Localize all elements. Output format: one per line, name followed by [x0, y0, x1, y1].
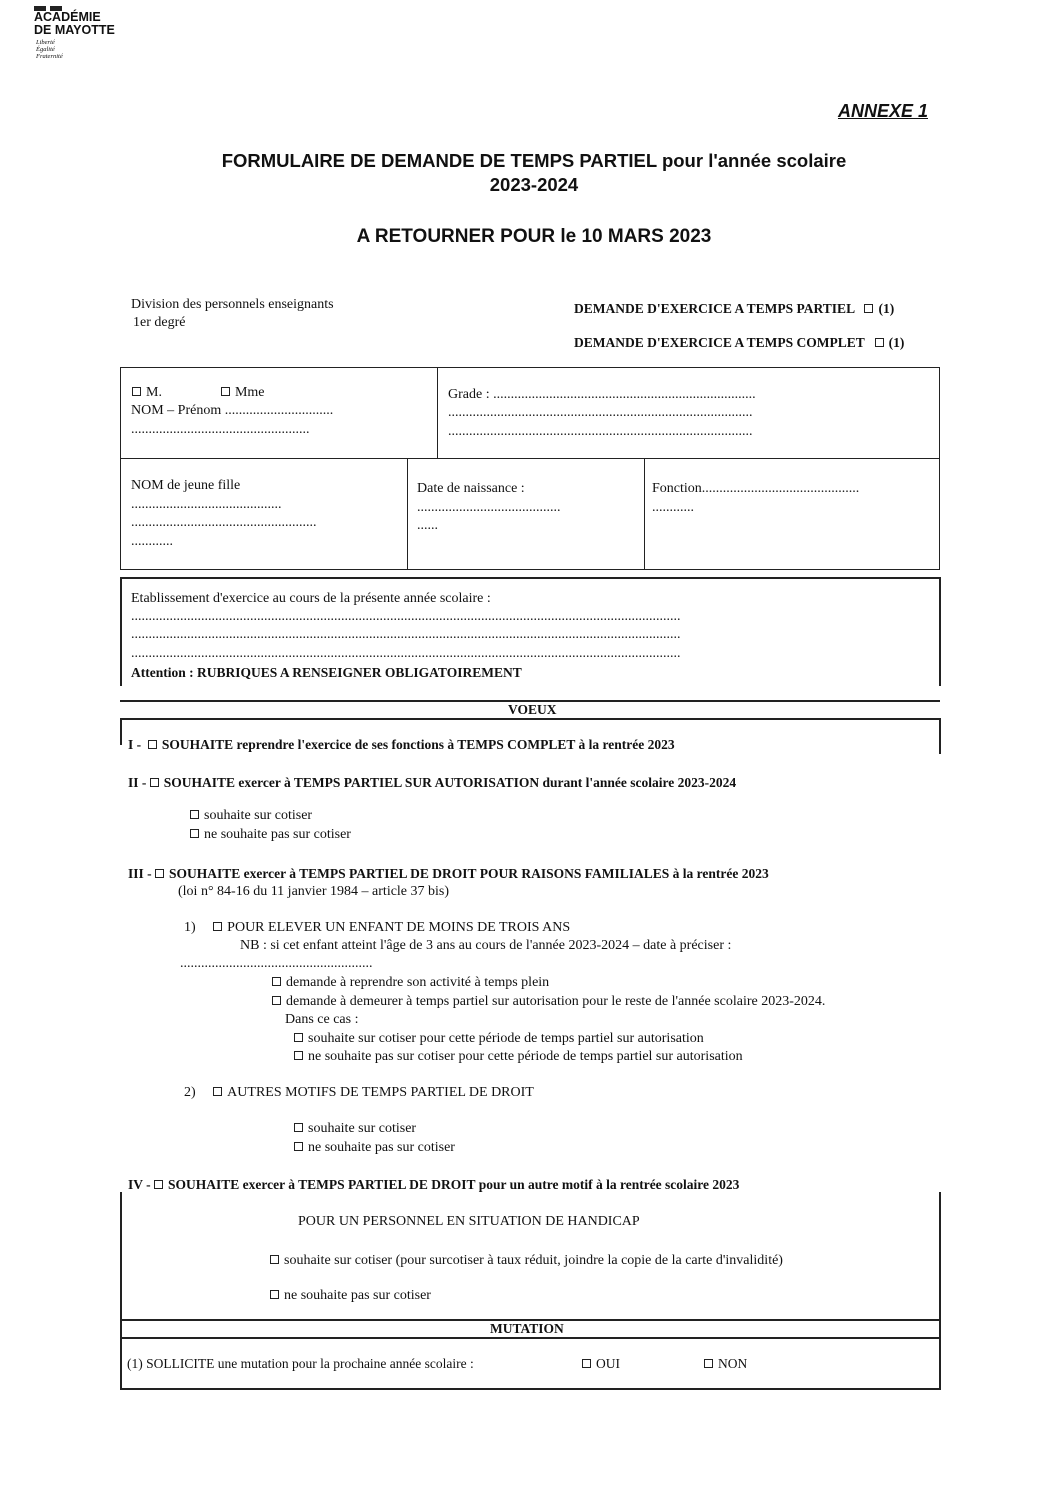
mutation-oui-checkbox[interactable]	[582, 1359, 591, 1368]
section-4-handicap: POUR UN PERSONNEL EN SITUATION DE HANDICAP	[298, 1214, 640, 1229]
m-checkbox[interactable]	[132, 387, 141, 396]
mutation-non-label: NON	[718, 1356, 748, 1371]
section-4-text: SOUHAITE exercer à TEMPS PARTIEL DE DROIT pour un autre motif à la rentrée scolaire 2023	[168, 1177, 740, 1192]
mutation-heading: MUTATION	[490, 1321, 564, 1336]
request-full-label: DEMANDE D'EXERCICE A TEMPS COMPLET	[574, 335, 865, 350]
section-4-choice-2	[270, 1288, 431, 1304]
choice-2-label: demande à demeurer à temps partiel sur autorisation pour le reste de l'année scolaire 2023-2024.	[286, 994, 826, 1009]
nom-prenom-dots[interactable]: ...................................................	[131, 422, 310, 437]
mutation-oui-label: OUI	[596, 1356, 620, 1371]
point-1-text: POUR ELEVER UN ENFANT DE MOINS DE TROIS ANS	[227, 920, 571, 935]
section-2-number: II -	[128, 775, 147, 790]
section-2-text: SOUHAITE exercer à TEMPS PARTIEL SUR AUTORISATION durant l'année scolaire 2023-2024	[163, 775, 737, 790]
motto-liberte: Liberté	[36, 39, 55, 46]
section-4-choice-2-checkbox[interactable]	[270, 1290, 279, 1299]
grade-field[interactable]: Grade : ...........................................................................	[448, 387, 756, 402]
section-3-choice-6	[294, 1140, 455, 1156]
establishment-dots-1[interactable]: .............................................................................................................................................................	[131, 609, 681, 624]
establishment-dots-2[interactable]: .............................................................................................................................................................	[131, 627, 681, 642]
section-3-number: III -	[128, 866, 152, 881]
function-field[interactable]: Fonction.............................................	[652, 481, 860, 496]
section-4-choice-1-label: souhaite sur cotiser (pour surcotiser à taux réduit, joindre la copie de la carte d'invalidité)	[284, 1253, 783, 1268]
maiden-dots-3[interactable]: ............	[131, 534, 173, 549]
section-4-left-border	[120, 1192, 122, 1390]
maiden-dots-2[interactable]: .....................................................	[131, 515, 317, 530]
choice-1-checkbox[interactable]	[272, 977, 281, 986]
choice-4-label: ne souhaite pas sur cotiser pour cette période de temps partiel sur autorisation	[308, 1049, 743, 1064]
section-1-number: I -	[128, 737, 142, 752]
mutation-non-checkbox[interactable]	[704, 1359, 713, 1368]
section-2	[128, 775, 736, 791]
section-4-number: IV -	[128, 1177, 151, 1192]
section-3-point-2	[184, 1085, 534, 1101]
section-2-opt2-label: ne souhaite pas sur cotiser	[204, 827, 351, 842]
division-line2: 1er degré	[133, 315, 186, 330]
section-3-choice-3	[294, 1031, 704, 1047]
mutation-bottom-border	[120, 1337, 940, 1339]
choice-6-checkbox[interactable]	[294, 1142, 303, 1151]
section-3-nb: NB : si cet enfant atteint l'âge de 3 ans au cours de l'année 2023-2024 – date à préciser :	[240, 938, 732, 953]
section-3	[128, 866, 769, 882]
mutation-non	[704, 1356, 747, 1372]
section-2-option-2	[190, 827, 351, 843]
section-4-right-border	[939, 1192, 941, 1390]
establishment-left-border	[120, 577, 122, 686]
section-2-opt2-checkbox[interactable]	[190, 829, 199, 838]
section-2-opt1-checkbox[interactable]	[190, 810, 199, 819]
logo-line2: DE MAYOTTE	[34, 23, 115, 37]
section-1-checkbox[interactable]	[148, 740, 157, 749]
attention-note: Attention : RUBRIQUES A RENSEIGNER OBLIGATOIREMENT	[131, 665, 522, 680]
choice-4-checkbox[interactable]	[294, 1051, 303, 1060]
establishment-dots-3[interactable]: .............................................................................................................................................................	[131, 646, 681, 661]
section-4-choice-2-label: ne souhaite pas sur cotiser	[284, 1288, 431, 1303]
mutation-footer-border	[120, 1388, 940, 1390]
section-2-opt1-label: souhaite sur cotiser	[204, 808, 313, 823]
request-partial-checkbox[interactable]	[864, 304, 873, 313]
section-3-choice-4	[294, 1049, 743, 1065]
section-3-nb-dots[interactable]: .......................................................	[180, 956, 373, 971]
establishment-label: Etablissement d'exercice au cours de la présente année scolaire :	[131, 591, 491, 606]
request-partial	[574, 301, 894, 317]
birth-dots-2[interactable]: ......	[417, 518, 438, 533]
section-3-checkbox[interactable]	[155, 869, 164, 878]
request-full-checkbox[interactable]	[875, 338, 884, 347]
point-1-number: 1)	[184, 920, 196, 935]
mme-checkbox[interactable]	[221, 387, 230, 396]
choice-1-label: demande à reprendre son activité à temps plein	[286, 975, 550, 990]
request-partial-label: DEMANDE D'EXERCICE A TEMPS PARTIEL	[574, 301, 855, 316]
point-2-checkbox[interactable]	[213, 1087, 222, 1096]
function-dots[interactable]: ............	[652, 500, 694, 515]
point-2-text: AUTRES MOTIFS DE TEMPS PARTIEL DE DROIT	[227, 1085, 534, 1100]
maiden-label: NOM de jeune fille	[131, 478, 241, 493]
establishment-top-border	[120, 577, 940, 579]
division-line1: Division des personnels enseignants	[131, 297, 334, 312]
establishment-right-border	[939, 577, 941, 686]
choice-6-label: ne souhaite pas sur cotiser	[308, 1140, 455, 1155]
choice-3-checkbox[interactable]	[294, 1033, 303, 1042]
mutation-text: (1) SOLLICITE une mutation pour la prochaine année scolaire :	[127, 1356, 474, 1371]
birth-dots-1[interactable]: .........................................	[417, 500, 561, 515]
request-full	[574, 335, 904, 351]
civility	[132, 385, 265, 401]
section-4-choice-1	[270, 1253, 783, 1269]
maiden-dots-1[interactable]: ...........................................	[131, 497, 282, 512]
section-1	[128, 737, 675, 753]
voeux-bottom-border	[120, 718, 940, 720]
section-3-text: SOUHAITE exercer à TEMPS PARTIEL DE DROIT POUR RAISONS FAMILIALES à la rentrée 2023	[169, 866, 769, 881]
birth-label: Date de naissance :	[417, 481, 525, 496]
mme-label: Mme	[234, 385, 265, 400]
section-3-choice-1	[272, 975, 549, 991]
annex-label: ANNEXE 1	[837, 101, 928, 121]
subtitle: A RETOURNER POUR le 10 MARS 2023	[356, 226, 712, 247]
nom-prenom-field[interactable]: NOM – Prénom ...............................	[131, 403, 334, 418]
title-line1: FORMULAIRE DE DEMANDE DE TEMPS PARTIEL pour l'année scolaire	[221, 150, 847, 171]
title-line2: 2023-2024	[489, 174, 579, 195]
motto-fraternite: Fraternité	[36, 53, 63, 60]
maiden-box	[120, 458, 408, 570]
voeux-heading: VOEUX	[508, 702, 557, 717]
m-label: M.	[146, 385, 162, 400]
point-2-number: 2)	[184, 1085, 196, 1100]
voeux-left-border	[120, 718, 122, 745]
request-partial-note: (1)	[878, 301, 895, 316]
section-4-choice-1-checkbox[interactable]	[270, 1255, 279, 1264]
section-4	[128, 1177, 739, 1193]
point-1-checkbox[interactable]	[213, 922, 222, 931]
grade-dots-2[interactable]: .......................................................................................	[448, 424, 753, 439]
section-3-choice-2	[272, 994, 825, 1010]
choice-3-label: souhaite sur cotiser pour cette période de temps partiel sur autorisation	[308, 1031, 704, 1046]
section-2-option-1	[190, 808, 312, 824]
logo-line1: ACADÉMIE	[34, 10, 101, 24]
section-4-checkbox[interactable]	[154, 1180, 163, 1189]
section-1-text: SOUHAITE reprendre l'exercice de ses fonctions à TEMPS COMPLET à la rentrée 2023	[161, 737, 675, 752]
choice-5-checkbox[interactable]	[294, 1123, 303, 1132]
section-3-point-1	[184, 920, 570, 936]
request-full-note: (1)	[888, 335, 905, 350]
choice-5-label: souhaite sur cotiser	[308, 1121, 417, 1136]
voeux-right-border	[939, 718, 941, 754]
section-2-checkbox[interactable]	[150, 778, 159, 787]
choice-2-checkbox[interactable]	[272, 996, 281, 1005]
section-3-dans-ce-cas: Dans ce cas :	[285, 1012, 359, 1027]
section-3-choice-5	[294, 1121, 416, 1137]
grade-dots-1[interactable]: .......................................................................................	[448, 405, 753, 420]
mutation-oui	[582, 1356, 620, 1372]
motto-egalite: Égalité	[36, 46, 55, 53]
section-3-law: (loi n° 84-16 du 11 janvier 1984 – article 37 bis)	[178, 884, 450, 899]
